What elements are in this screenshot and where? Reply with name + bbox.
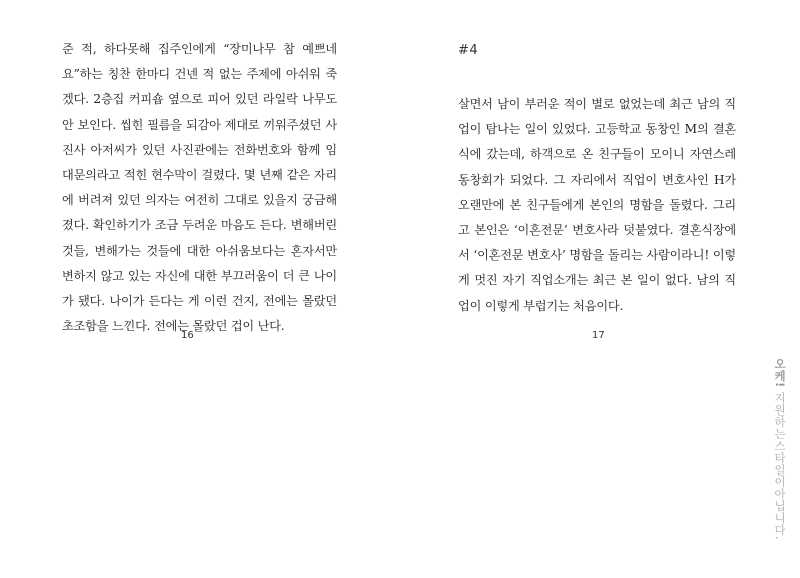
right-page <box>400 0 800 578</box>
page-number-right: 17 <box>592 330 605 341</box>
left-body-text: 준 적, 하다못해 집주인에게 “장미나무 참 예쁘네요”하는 칭찬 한마디 건넨 적 없는 주제에 아쉬워 죽겠다. 2층집 커피숍 옆으로 피어 있던 라일락 나무도 안 보인다. 씹힌 필름을 되감아 제대로 끼워주셨던 사진사 아저씨가 있던 사진관에는 전화번호와 함께 임대문의라고 적힌 현수막이 걸렸다. 몇 년째 같은 자리에 버려져 있던 의자는 여전히 그대로 있을지 궁금해졌다. 확인하기가 조금 두려운 마음도 든다. 변해버린 것들, 변해가는 것들에 대한 아쉬움보다는 혼자서만 변하지 않고 있는 자신에 대한 부끄러움이 더 큰 나이가 됐다. 나이가 든다는 게 이런 건지, 전에는 몰랐던 초조함을 느낀다. 전에는 몰랐던 겁이 난다. <box>62 42 337 334</box>
running-title-accent: 오케! <box>773 358 787 388</box>
running-title <box>772 358 788 540</box>
page-number-left: 16 <box>181 330 194 341</box>
running-title-text: 지원하는스타일이아닙니다. <box>773 387 787 541</box>
section-heading: #4 <box>458 43 479 58</box>
right-body-text: 살면서 남이 부러운 적이 별로 없었는데 최근 남의 직업이 탐나는 일이 있었다. 고등학교 동창인 M의 결혼식에 갔는데, 하객으로 온 친구들이 모이니 자연스레 동창회가 되었다. 그 자리에서 직업이 변호사인 H가 오랜만에 본 친구들에게 본인의 명함을 돌렸다. 그리고 본인은 ‘이혼전문’ 변호사라 덧붙였다. 결혼식장에서 ‘이혼전문 변호사’ 명함을 돌리는 사람이라니! 이렇게 멋진 자기 직업소개는 최근 본 일이 없다. 남의 직업이 이렇게 부럽기는 처음이다. <box>458 97 736 313</box>
